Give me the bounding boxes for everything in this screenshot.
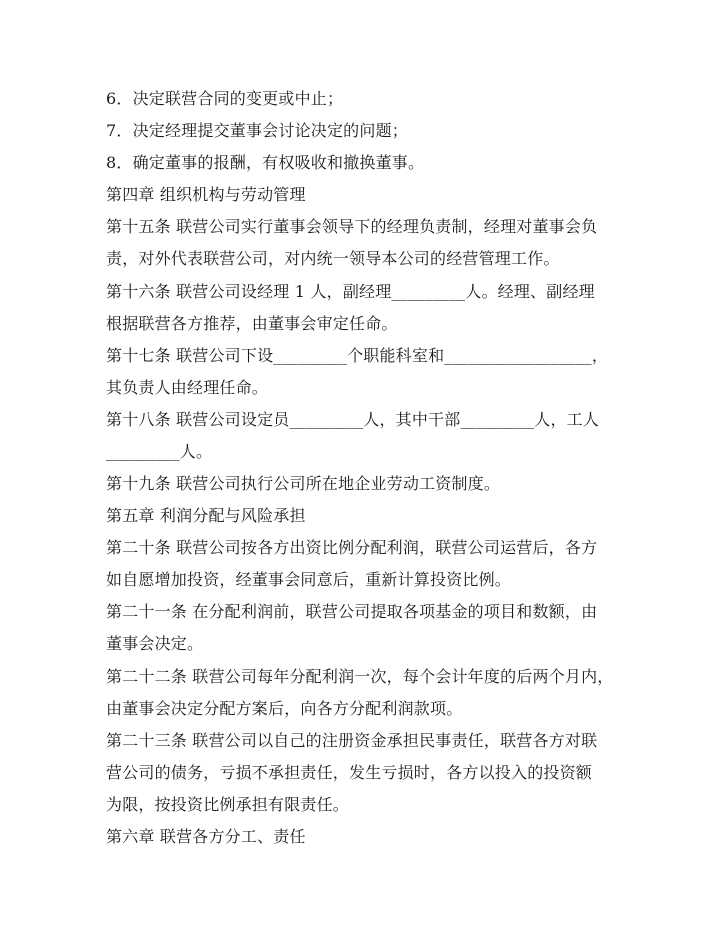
article-22-line-1: 第二十二条 联营公司每年分配利润一次，每个会计年度的后两个月内， (106, 667, 614, 686)
article-15-line-1: 第十五条 联营公司实行董事会领导下的经理负责制，经理对董事会负 (106, 217, 598, 236)
article-22-line-2: 由董事会决定分配方案后，向各方分配利润款项。 (106, 699, 463, 718)
article-15-line-2: 责，对外代表联营公司，对内统一领导本公司的经营管理工作。 (106, 249, 560, 268)
article-20-line-2: 如自愿增加投资，经董事会同意后，重新计算投资比例。 (106, 570, 512, 589)
article-16-line-2: 根据联营各方推荐，由董事会审定任命。 (106, 314, 398, 333)
article-23-line-2: 营公司的债务，亏损不承担责任，发生亏损时，各方以投入的投资额 (106, 763, 593, 782)
chapter-heading-4: 第四章 组织机构与劳动管理 (106, 185, 306, 204)
article-17-line-1: 第十七条 联营公司下设_________个职能科室和__________________， (106, 346, 609, 365)
chapter-heading-6: 第六章 联营各方分工、责任 (106, 827, 306, 846)
article-19-line-1: 第十九条 联营公司执行公司所在地企业劳动工资制度。 (106, 474, 501, 493)
article-21-line-1: 第二十一条 在分配利润前，联营公司提取各项基金的项目和数额，由 (106, 602, 598, 621)
chapter-heading-5: 第五章 利润分配与风险承担 (106, 506, 306, 525)
article-17-line-2: 其负责人由经理任命。 (106, 378, 269, 397)
clause-item-7: 7．决定经理提交董事会讨论决定的问题； (106, 121, 408, 140)
article-18-line-2: _________人。 (106, 442, 213, 461)
article-23-line-1: 第二十三条 联营公司以自己的注册资金承担民事责任，联营各方对联 (106, 731, 598, 750)
clause-item-8: 8．确定董事的报酬，有权吸收和撤换董事。 (106, 153, 425, 172)
article-23-line-3: 为限，按投资比例承担有限责任。 (106, 795, 350, 814)
article-20-line-1: 第二十条 联营公司按各方出资比例分配利润，联营公司运营后，各方 (106, 538, 598, 557)
article-18-line-1: 第十八条 联营公司设定员_________人，其中干部_________人，工人 (106, 410, 600, 429)
article-21-line-2: 董事会决定。 (106, 634, 204, 653)
article-16-line-1: 第十六条 联营公司设经理 1 人，副经理_________人。经理、副经理 (106, 282, 595, 301)
clause-item-6: 6．决定联营合同的变更或中止； (106, 89, 344, 108)
